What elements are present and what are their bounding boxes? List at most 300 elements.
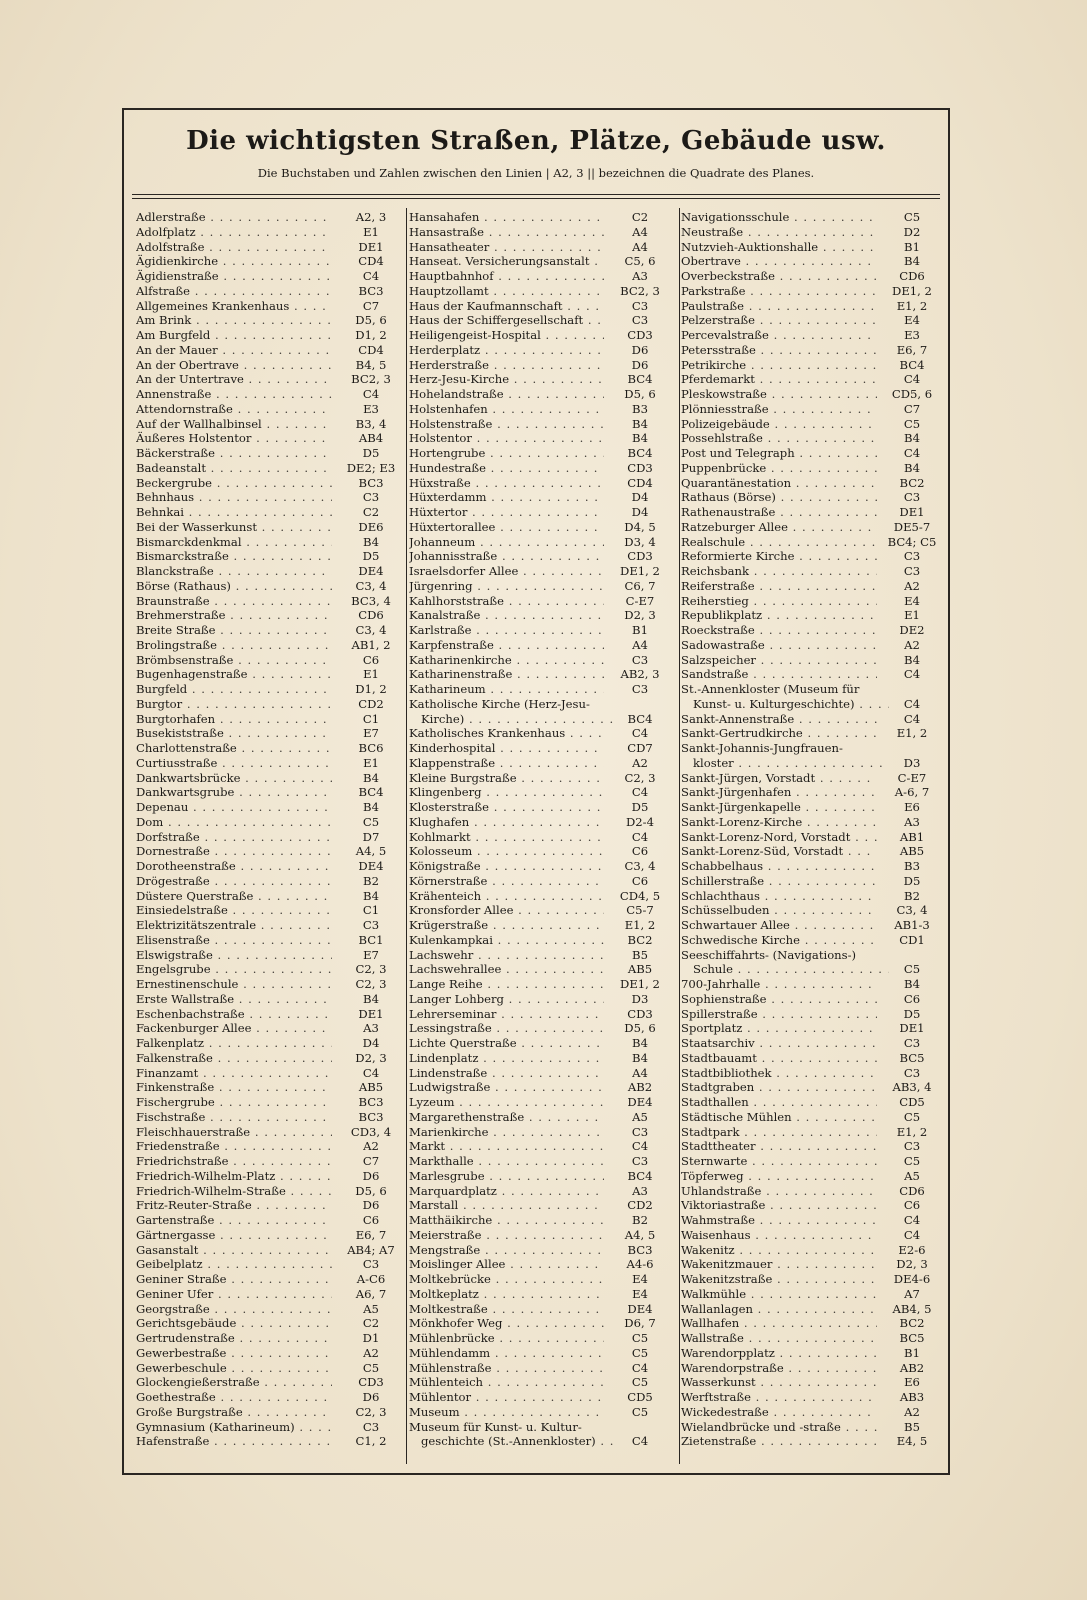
index-entry [681, 446, 943, 461]
index-entry [409, 1051, 683, 1066]
index-column-2 [409, 210, 683, 1449]
entry-name: Falkenplatz . . . [136, 1036, 332, 1051]
entry-name: Lachswehr . . . [409, 948, 604, 963]
entry-grid-code: E3 [904, 328, 920, 342]
entry-grid-code: DE1, 2 [892, 283, 932, 298]
entry-name: Brolingstraße . . . [136, 638, 332, 653]
entry-grid-code: B4 [632, 1036, 648, 1050]
index-entry [409, 1198, 683, 1213]
entry-grid-code: BC3 [358, 475, 384, 490]
page-subtitle: Die Buchstaben und Zahlen zwischen den Linien | A2, 3 || bezeichnen die Quadrate des Planes. [257, 166, 815, 180]
entry-name: Katharinenkirche . . . [409, 653, 604, 668]
entry-name: Bei der Wasserkunst . . . [136, 520, 332, 535]
entry-grid-code: C7 [362, 298, 380, 313]
index-entry [409, 1331, 683, 1346]
index-entry [136, 1375, 408, 1390]
entry-grid-code: A2 [363, 1139, 379, 1154]
index-entry [409, 903, 683, 918]
entry-name: Nutzvieh-Auktionshalle . . . [681, 240, 877, 255]
index-entry [409, 240, 683, 255]
entry-grid-code: D6 [631, 342, 649, 357]
entry-name: Badeanstalt . . . [136, 461, 332, 476]
index-entry [136, 830, 408, 845]
entry-name: Dom . . . [136, 815, 332, 830]
entry-grid-code: B3 [632, 401, 648, 416]
index-entry [681, 1228, 943, 1243]
index-entry [681, 933, 943, 948]
index-entry [681, 785, 943, 800]
entry-grid-code: C3 [631, 652, 649, 667]
entry-name: Kinderhospital . . . [409, 741, 604, 756]
entry-name: Klosterstraße . . . [409, 800, 604, 815]
entry-grid-code: C1 [362, 711, 380, 726]
entry-grid-code: A2 [904, 578, 920, 593]
entry-grid-code: DE1 [899, 505, 925, 519]
index-entry [681, 1375, 943, 1390]
index-entry [136, 358, 408, 373]
entry-name: Burgtor . . . [136, 697, 332, 712]
entry-name: Wickedestraße . . . [681, 1405, 877, 1420]
entry-grid-code: D4, 5 [624, 519, 656, 534]
entry-name: Äußeres Holstentor . . . [136, 431, 332, 446]
entry-name: Haus der Kaufmannschaft . . . [409, 299, 604, 314]
entry-grid-code: C5 [362, 814, 380, 829]
index-entry [136, 520, 408, 535]
entry-name: Gerichtsgebäude . . . [136, 1316, 332, 1331]
entry-name: Hüxtertor . . . [409, 505, 604, 520]
entry-name: Warendorpstraße . . . [681, 1361, 877, 1376]
entry-grid-code: C6, 7 [624, 578, 656, 593]
entry-name: Obertrave . . . [681, 254, 877, 269]
entry-grid-code: B5 [632, 947, 648, 962]
index-entry [409, 623, 683, 638]
entry-name: Große Burgstraße . . . [136, 1405, 332, 1420]
entry-name: Schlachthaus . . . [681, 889, 877, 904]
entry-grid-code: D2-4 [626, 814, 654, 829]
index-entry [136, 741, 408, 756]
entry-grid-code: C4 [362, 269, 380, 283]
entry-name: Dorfstraße . . . [136, 830, 332, 845]
entry-name: Holstenhafen . . . [409, 402, 604, 417]
entry-name: Israelsdorfer Allee . . . [409, 564, 604, 579]
entry-grid-code: A-C6 [356, 1272, 386, 1286]
index-entry [136, 1316, 408, 1331]
entry-name: Holstenstraße . . . [409, 417, 604, 432]
index-entry [681, 505, 943, 520]
index-entry [409, 992, 683, 1007]
entry-name: Werftstraße . . . [681, 1390, 877, 1405]
entry-grid-code: E3 [363, 401, 379, 416]
entry-grid-code: D5 [903, 873, 921, 888]
entry-grid-code: C3, 4 [896, 903, 928, 918]
entry-name: Kohlmarkt . . . [409, 830, 604, 845]
index-column-1 [136, 210, 408, 1449]
entry-name: Engelsgrube . . . [136, 962, 332, 977]
entry-grid-code: C3, 4 [355, 623, 387, 637]
entry-grid-code: A4-6 [626, 1257, 654, 1272]
index-entry [409, 535, 683, 550]
entry-name: Pferdemarkt . . . [681, 372, 877, 387]
entry-grid-code: C3 [903, 549, 921, 564]
index-entry [136, 240, 408, 255]
entry-grid-code: BC2, 3 [351, 372, 391, 387]
entry-grid-code: A2 [904, 1404, 920, 1419]
entry-name: Erste Wallstraße . . . [136, 992, 332, 1007]
entry-name: Markthalle . . . [409, 1154, 604, 1169]
entry-grid-code: CD6 [358, 608, 384, 623]
entry-name: Adlerstraße . . . [136, 210, 332, 225]
entry-name: Langer Lohberg . . . [409, 992, 604, 1007]
entry-name: Eschenbachstraße . . . [136, 1007, 332, 1022]
entry-name: Spillerstraße . . . [681, 1007, 877, 1022]
entry-name: Mönkhofer Weg . . . [409, 1316, 604, 1331]
entry-name: Fackenburger Allee . . . [136, 1021, 332, 1036]
entry-grid-code: D4 [362, 1036, 380, 1050]
entry-grid-code: CD6 [899, 1183, 925, 1198]
entry-name: Lange Reihe . . . [409, 977, 604, 992]
entry-name: Realschule . . . [681, 535, 877, 550]
index-entry [681, 638, 943, 653]
entry-grid-code: CD2 [627, 1198, 653, 1213]
entry-grid-code: C3 [362, 918, 380, 932]
entry-name: Elektrizitätszentrale . . . [136, 918, 332, 933]
entry-grid-code: C4 [903, 1227, 921, 1242]
index-entry [136, 225, 408, 240]
entry-name: Sternwarte . . . [681, 1154, 877, 1169]
index-entry [409, 844, 683, 859]
index-entry [681, 1390, 943, 1405]
entry-name: Schillerstraße . . . [681, 874, 877, 889]
entry-name: Waisenhaus . . . [681, 1228, 877, 1243]
entry-name: Kronsforder Allee . . . [409, 903, 604, 918]
entry-name: Marquardplatz . . . [409, 1184, 604, 1199]
entry-grid-code: C2 [362, 1316, 380, 1331]
entry-name: Mühlenteich . . . [409, 1375, 604, 1390]
index-entry [409, 1390, 683, 1405]
entry-grid-code: AB5 [899, 844, 925, 859]
entry-name: Sankt-Jürgenkapelle . . . [681, 800, 877, 815]
entry-grid-code: AB4; A7 [347, 1242, 395, 1257]
entry-grid-code: C4 [903, 696, 921, 711]
entry-grid-code: C-E7 [625, 593, 655, 608]
entry-grid-code: B3, 4 [355, 416, 387, 431]
entry-name: Reiherstieg . . . [681, 594, 877, 609]
index-entry [136, 608, 408, 623]
index-entry [681, 254, 943, 269]
index-entry [409, 889, 683, 904]
index-entry [681, 608, 943, 623]
header-rule-thin [132, 198, 940, 199]
entry-name: Börse (Rathaus) . . . [136, 579, 332, 594]
entry-grid-code: D5, 6 [355, 1183, 387, 1198]
entry-grid-code: C2, 3 [624, 770, 656, 785]
entry-grid-code: CD3 [627, 460, 653, 475]
entry-name: Neustraße . . . [681, 225, 877, 240]
entry-grid-code: D5 [631, 800, 649, 814]
entry-name: Navigationsschule . . . [681, 210, 877, 225]
index-entry [136, 254, 408, 269]
entry-name: Plönniesstraße . . . [681, 402, 877, 417]
entry-grid-code: CD3, 4 [350, 1124, 392, 1139]
index-entry [409, 387, 683, 402]
entry-grid-code: C3 [362, 1257, 380, 1272]
index-entry [681, 962, 943, 977]
entry-grid-code: C5 [903, 416, 921, 431]
index-entry [409, 712, 683, 727]
index-entry [409, 1434, 683, 1449]
entry-grid-code: D1, 2 [355, 328, 387, 342]
index-entry [136, 815, 408, 830]
index-entry [136, 417, 408, 432]
entry-name: Republikplatz . . . [681, 608, 877, 623]
entry-grid-code: C4 [903, 372, 921, 387]
entry-name: Stadttheater . . . [681, 1139, 877, 1154]
entry-grid-code: D2, 3 [624, 608, 656, 623]
entry-grid-code: D3 [631, 991, 649, 1006]
entry-name: Schüsselbuden . . . [681, 903, 877, 918]
entry-name: Katholisches Krankenhaus . . . [409, 726, 604, 741]
entry-grid-code: C7 [362, 1154, 380, 1168]
index-entry [409, 431, 683, 446]
entry-grid-code: BC4 [627, 446, 653, 460]
entry-name: Moltkeplatz . . . [409, 1287, 604, 1302]
index-entry [136, 1346, 408, 1361]
entry-grid-code: CD4 [358, 254, 384, 269]
entry-grid-code: C6 [631, 844, 649, 859]
index-entry [136, 844, 408, 859]
index-entry [136, 1228, 408, 1243]
entry-grid-code: C5 [903, 210, 921, 224]
index-entry [681, 372, 943, 387]
index-entry [409, 977, 683, 992]
entry-grid-code: C3, 4 [355, 578, 387, 593]
index-entry [681, 1420, 943, 1435]
index-entry [136, 1287, 408, 1302]
entry-name: Puppenbrücke . . . [681, 461, 877, 476]
index-entry [136, 1021, 408, 1036]
index-entry [409, 549, 683, 564]
entry-name: Moltkebrücke . . . [409, 1272, 604, 1287]
entry-name: Zietenstraße . . . [681, 1434, 877, 1449]
entry-name: Reiferstraße . . . [681, 579, 877, 594]
entry-grid-code: DE1 [358, 239, 384, 254]
index-entry [136, 269, 408, 284]
entry-name: Gewerbeschule . . . [136, 1361, 332, 1376]
entry-grid-code: BC2 [627, 932, 653, 947]
entry-grid-code: DE4-6 [893, 1272, 931, 1286]
entry-name: Roeckstraße . . . [681, 623, 877, 638]
index-entry [409, 859, 683, 874]
index-entry [409, 1361, 683, 1376]
entry-name: Wakenitz . . . [681, 1243, 877, 1258]
entry-name: Bismarckdenkmal . . . [136, 535, 332, 550]
index-entry [136, 387, 408, 402]
entry-grid-code: CD5, 6 [891, 387, 933, 401]
entry-name: Brömbsenstraße . . . [136, 653, 332, 668]
entry-name: Ernestinenschule . . . [136, 977, 332, 992]
index-entry [681, 1066, 943, 1081]
entry-name: Drögestraße . . . [136, 874, 332, 889]
entry-grid-code: BC3, 4 [351, 593, 391, 608]
entry-name: Sankt-Lorenz-Kirche . . . [681, 815, 877, 830]
entry-name: Moislinger Allee . . . [409, 1257, 604, 1272]
entry-grid-code: DE4 [627, 1095, 653, 1109]
entry-grid-code: D6 [362, 1198, 380, 1213]
entry-name: Elisenstraße . . . [136, 933, 332, 948]
index-entry [136, 859, 408, 874]
entry-grid-code: E1 [363, 224, 379, 239]
index-entry [136, 402, 408, 417]
entry-name: Seeschiffahrts- (Navigations-) [681, 947, 857, 962]
index-entry [681, 1139, 943, 1154]
entry-grid-code: A4, 5 [355, 844, 387, 859]
entry-name: Karpfenstraße . . . [409, 638, 604, 653]
index-entry [681, 1021, 943, 1036]
entry-name: Behnkai . . . [136, 505, 332, 520]
entry-name: Friedrich-Wilhelm-Straße . . . [136, 1184, 332, 1199]
entry-name: Friedrichstraße . . . [136, 1154, 332, 1169]
index-entry [681, 387, 943, 402]
entry-grid-code: AB5 [627, 962, 653, 977]
index-entry [681, 697, 943, 712]
entry-grid-code: C3 [631, 1154, 649, 1168]
entry-grid-code: C7 [903, 401, 921, 416]
index-entry [681, 653, 943, 668]
entry-name: Braunstraße . . . [136, 594, 332, 609]
entry-grid-code: B2 [904, 888, 920, 903]
entry-grid-code: B4 [363, 800, 379, 814]
entry-name: Wielandbrücke und -straße . . . [681, 1420, 877, 1435]
entry-name: Burgtorhafen . . . [136, 712, 332, 727]
entry-grid-code: CD2 [358, 696, 384, 711]
entry-name: Uhlandstraße . . . [681, 1184, 877, 1199]
entry-grid-code: C2, 3 [355, 1404, 387, 1419]
entry-name: Hafenstraße . . . [136, 1434, 332, 1449]
index-entry [136, 1405, 408, 1420]
entry-grid-code: C4 [631, 785, 649, 800]
entry-name: Mengstraße . . . [409, 1243, 604, 1258]
entry-grid-code: E2-6 [898, 1242, 926, 1257]
index-entry [409, 1080, 683, 1095]
entry-grid-code: D5 [903, 1006, 921, 1021]
entry-grid-code: A5 [363, 1301, 379, 1316]
entry-name: Schabbelhaus . . . [681, 859, 877, 874]
entry-grid-code: DE2; E3 [346, 460, 396, 475]
entry-grid-code: C3 [903, 1065, 921, 1080]
entry-name: Kleine Burgstraße . . . [409, 771, 604, 786]
entry-name: Ratzeburger Allee . . . [681, 520, 877, 535]
entry-name: Geniner Straße . . . [136, 1272, 332, 1287]
index-entry [409, 638, 683, 653]
index-entry [409, 771, 683, 786]
index-entry [136, 505, 408, 520]
index-entry [681, 918, 943, 933]
entry-name: Sophienstraße . . . [681, 992, 877, 1007]
entry-grid-code: C3 [903, 564, 921, 578]
entry-grid-code: CD5 [899, 1095, 925, 1109]
entry-grid-code: CD1 [899, 932, 925, 947]
index-entry [681, 800, 943, 815]
entry-grid-code: BC3 [358, 1109, 384, 1124]
entry-grid-code: B4 [363, 770, 379, 785]
entry-name: Walkmühle . . . [681, 1287, 877, 1302]
index-entry [136, 1434, 408, 1449]
index-entry [409, 962, 683, 977]
entry-grid-code: E7 [363, 947, 379, 962]
entry-name: Adolfstraße . . . [136, 240, 332, 255]
index-entry [681, 1169, 943, 1184]
entry-name: Klappenstraße . . . [409, 756, 604, 771]
index-entry [681, 1184, 943, 1199]
entry-grid-code: C3 [903, 490, 921, 505]
entry-grid-code: C5 [903, 1109, 921, 1124]
index-entry [681, 225, 943, 240]
index-entry [681, 461, 943, 476]
entry-grid-code: C4 [631, 1434, 649, 1449]
entry-name: Charlottenstraße . . . [136, 741, 332, 756]
index-entry [136, 756, 408, 771]
entry-grid-code: A4 [632, 637, 648, 652]
index-entry [409, 1243, 683, 1258]
entry-grid-code: DE5-7 [893, 519, 931, 534]
entry-grid-code: C6 [903, 1198, 921, 1213]
entry-grid-code: DE1 [899, 1021, 925, 1036]
index-entry [681, 771, 943, 786]
entry-grid-code: C4 [631, 1360, 649, 1375]
entry-name: Sankt-Gertrudkirche . . . [681, 726, 877, 741]
entry-grid-code: C3 [631, 1124, 649, 1139]
entry-grid-code: C3 [903, 1139, 921, 1154]
index-entry [681, 667, 943, 682]
index-entry [136, 948, 408, 963]
entry-name: Beckergrube . . . [136, 476, 332, 491]
index-entry [409, 210, 683, 225]
entry-name: Holstentor . . . [409, 431, 604, 446]
entry-name: Dorotheenstraße . . . [136, 859, 332, 874]
entry-grid-code: D6 [631, 357, 649, 372]
entry-name: Am Brink . . . [136, 313, 332, 328]
entry-name: Sankt-Lorenz-Nord, Vorstadt . . . [681, 830, 877, 845]
index-entry [136, 933, 408, 948]
entry-grid-code: CD3 [627, 549, 653, 564]
entry-grid-code: DE1 [358, 1006, 384, 1021]
entry-grid-code: A3 [904, 814, 920, 829]
entry-name: Museum . . . [409, 1405, 604, 1420]
entry-grid-code: D6 [362, 1390, 380, 1404]
index-entry [681, 992, 943, 1007]
entry-name: Ägidienkirche . . . [136, 254, 332, 269]
page-title: Die wichtigsten Straßen, Plätze, Gebäude usw. [186, 126, 886, 156]
entry-name: Stadtpark . . . [681, 1125, 877, 1140]
index-entry [409, 667, 683, 682]
entry-grid-code: BC4 [899, 357, 925, 372]
index-entry [409, 461, 683, 476]
entry-grid-code: BC2, 3 [620, 283, 660, 298]
index-entry [681, 1110, 943, 1125]
entry-grid-code: C3 [903, 1036, 921, 1050]
index-entry [409, 815, 683, 830]
index-entry [409, 269, 683, 284]
index-entry [681, 1198, 943, 1213]
entry-grid-code: D5, 6 [355, 313, 387, 328]
index-entry [136, 549, 408, 564]
entry-grid-code: C5 [631, 1331, 649, 1345]
index-entry [136, 962, 408, 977]
index-entry [681, 343, 943, 358]
entry-name: Possehlstraße . . . [681, 431, 877, 446]
entry-grid-code: DE1, 2 [620, 977, 660, 991]
entry-name: Stadtgraben . . . [681, 1080, 877, 1095]
